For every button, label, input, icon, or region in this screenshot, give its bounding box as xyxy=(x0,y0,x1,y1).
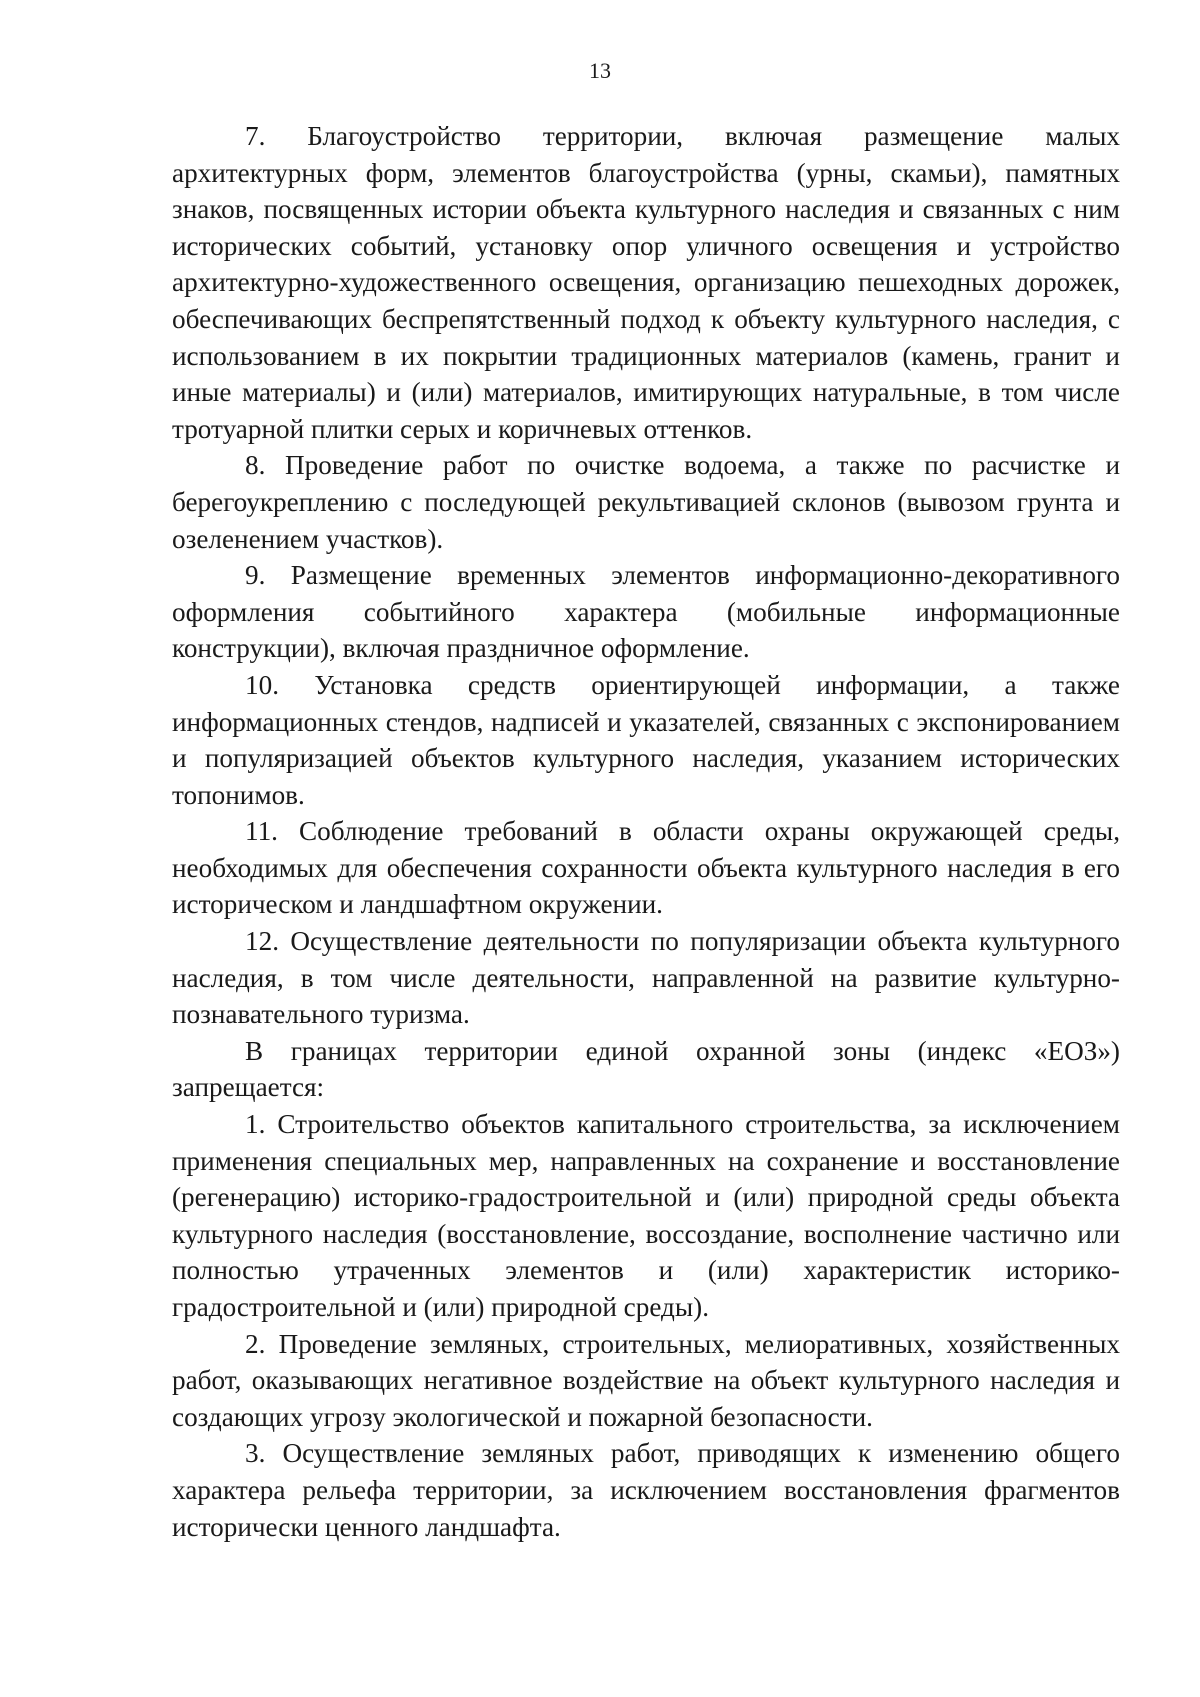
paragraph-item-10: 10. Установка средств ориентирующей информации, а также информационных стендов, надписей и указателей, связанных с экспонированием и популяризацией объектов культурного наследия, указанием исторических топонимов. xyxy=(172,669,1120,810)
paragraph-item-7: 7. Благоустройство территории, включая размещение малых архитектурных форм, элементов благоустройства (урны, скамьи), памятных знаков, посвященных истории объекта культурного наследия и связанных с ним исторических событий, установку опор уличного освещения и устройство архитектурно-художественного освещения, организацию пешеходных дорожек, обеспечивающих беспрепятственный подход к объекту культурного наследия, с использованием в их покрытии традиционных материалов (камень, гранит и иные материалы) и (или) материалов, имитирующих натуральные, в том числе тротуарной плитки серых и коричневых оттенков. xyxy=(172,121,1120,444)
paragraph-item-12: 12. Осуществление деятельности по популяризации объекта культурного наследия, в том числе деятельности, направленной на развитие культурно-познавательного туризма. xyxy=(172,926,1120,1030)
paragraph-prohibited-2: 2. Проведение земляных, строительных, мелиоративных, хозяйственных работ, оказывающих негативное воздействие на объект культурного наследия и создающих угрозу экологической и пожарной безопасности. xyxy=(172,1328,1120,1432)
paragraph-prohibited-1: 1. Строительство объектов капитального строительства, за исключением применения специальных мер, направленных на сохранение и восстановление (регенерацию) историко-градостроительной и (или) природной среды объекта культурного наследия (восстановление, воссоздание, восполнение частично или полностью утраченных элементов и (или) характеристик историко-градостроительной и (или) природной среды). xyxy=(172,1109,1120,1322)
paragraph-eoz-heading: В границах территории единой охранной зоны (индекс «ЕОЗ») запрещается: xyxy=(172,1035,1120,1103)
document-body xyxy=(172,118,1120,1545)
page-number: 13 xyxy=(589,58,611,83)
paragraph-prohibited-3: 3. Осуществление земляных работ, приводящих к изменению общего характера рельефа территории, за исключением восстановления фрагментов исторически ценного ландшафта. xyxy=(172,1438,1120,1542)
paragraph-item-9: 9. Размещение временных элементов информационно-декоративного оформления событийного характера (мобильные информационные конструкции), включая праздничное оформление. xyxy=(172,560,1120,664)
paragraph-item-8: 8. Проведение работ по очистке водоема, а также по расчистке и берегоукреплению с последующей рекультивацией склонов (вывозом грунта и озеленением участков). xyxy=(172,450,1120,554)
paragraph-item-11: 11. Соблюдение требований в области охраны окружающей среды, необходимых для обеспечения сохранности объекта культурного наследия в его историческом и ландшафтном окружении. xyxy=(172,816,1120,920)
